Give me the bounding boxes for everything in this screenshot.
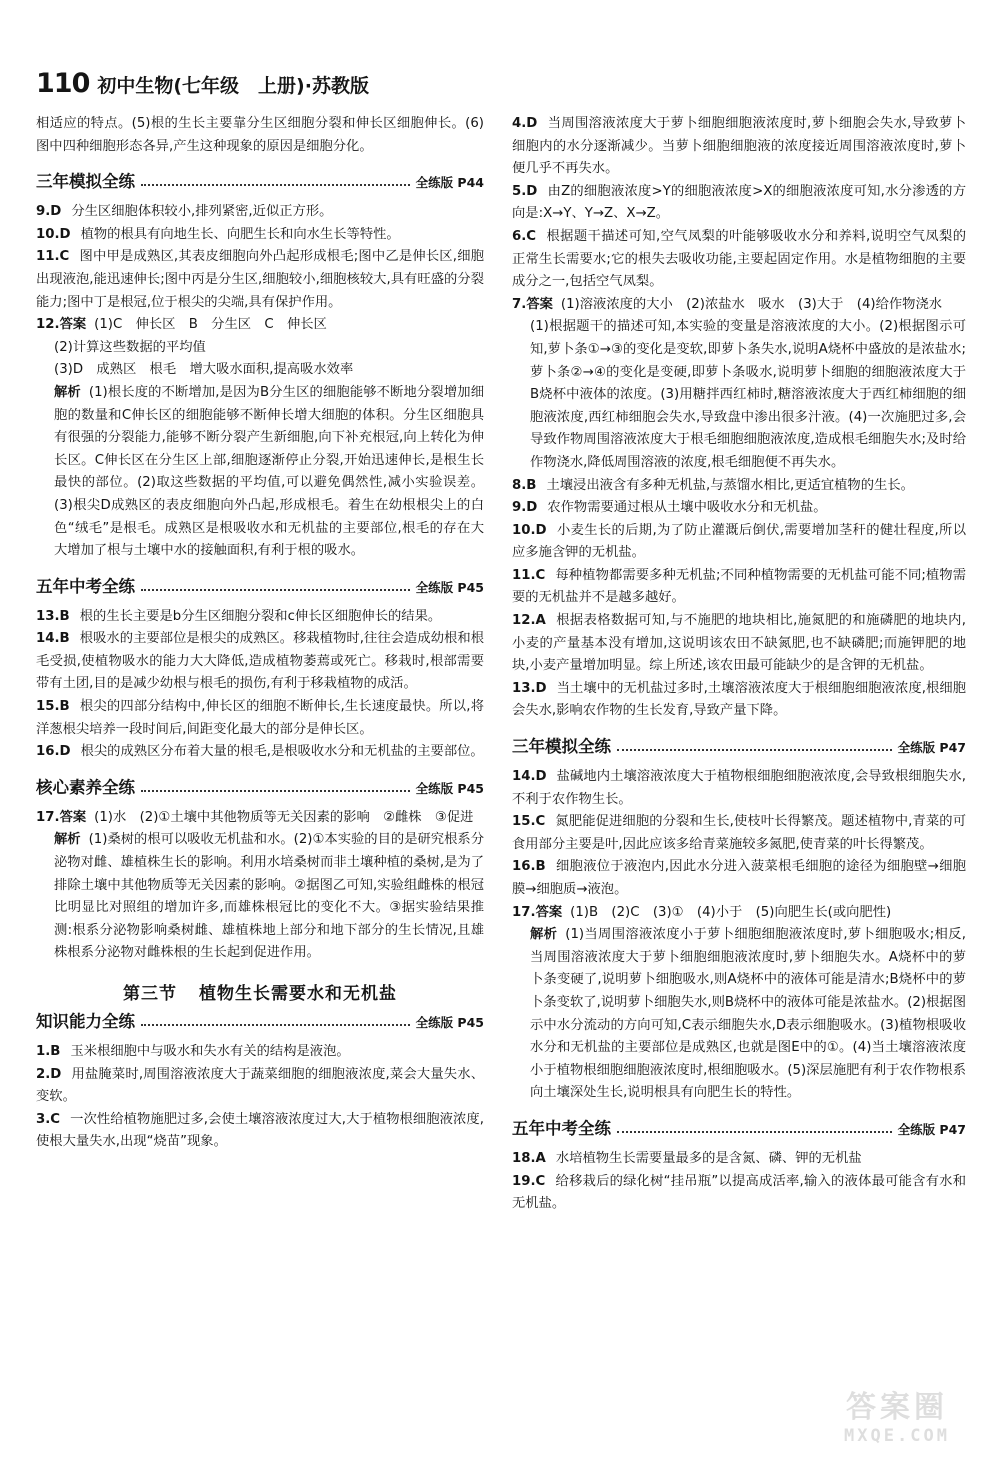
section-title: 五年中考全练	[36, 576, 135, 596]
item-number: 11.C	[512, 567, 546, 583]
item-text: 氮肥能促进细胞的分裂和生长,使枝叶长得繁茂。题述植物中,青菜的可食用部分主要是叶,因此应该多给青菜施较多氮肥,使青菜的叶长得繁茂。	[512, 814, 966, 852]
item-text: 当周围溶液浓度大于萝卜细胞细胞液浓度时,萝卜细胞会失水,导致萝卜细胞内的水分逐渐减少。当萝卜细胞细胞液的浓度接近周围溶液浓度时,萝卜便几乎不再失水。	[512, 116, 966, 177]
answer-line: (2)计算这些数据的平均值	[54, 339, 206, 355]
right-column	[512, 113, 966, 1216]
answer-label: 答案	[59, 809, 87, 825]
item-number: 18.A	[512, 1150, 546, 1166]
answer-item	[512, 226, 966, 294]
book-title: 初中生物(七年级 上册)·苏教版	[97, 75, 369, 97]
section-header	[512, 1115, 966, 1139]
answer-item	[512, 475, 966, 498]
answer-item	[512, 856, 966, 901]
intro-paragraph: 相适应的特点。(5)根的生长主要靠分生区细胞分裂和伸长区细胞伸长。(6)图中四种细胞形态各异,产生这种现象的原因是细胞分化。	[36, 116, 484, 154]
item-number: 3.C	[36, 1111, 61, 1127]
section-title: 三年模拟全练	[512, 737, 611, 757]
answer-label: 答案	[526, 296, 553, 312]
answer-item	[36, 1109, 484, 1154]
item-number: 4.D	[512, 116, 538, 131]
answer-item	[512, 678, 966, 723]
item-text: 细胞液位于液泡内,因此水分进入菠菜根毛细胞的途径为细胞壁→细胞膜→细胞质→液泡。	[512, 859, 966, 897]
section-title: 三年模拟全练	[36, 172, 135, 192]
watermark-logo	[812, 1382, 982, 1460]
item-text: 水培植物生长需要量最多的是含氮、磷、钾的无机盐	[555, 1150, 862, 1166]
item-text: 根尖的成熟区分布着大量的根毛,是根吸收水分和无机盐的主要部位。	[80, 744, 484, 760]
answer-item	[36, 741, 484, 764]
item-number: 14.D	[512, 769, 547, 785]
answer-item	[512, 565, 966, 610]
watermark-url: MXQE.COM	[844, 1426, 950, 1446]
item-number: 1.B	[36, 1044, 61, 1059]
answer-item	[36, 246, 484, 314]
answer-item	[36, 201, 484, 224]
answer-item	[36, 807, 484, 830]
dotted-leader	[617, 1131, 892, 1133]
item-text: 分生区细胞体积较小,排列紧密,近似正方形。	[71, 204, 333, 220]
item-text: 玉米根细胞中与吸水和失水有关的结构是液泡。	[70, 1044, 350, 1059]
section-ref: 全练版 P45	[415, 1015, 484, 1030]
answer-item	[36, 1041, 484, 1064]
item-number: 16.B	[512, 859, 546, 875]
answer-item	[512, 113, 966, 181]
section-ref: 全练版 P45	[415, 579, 484, 595]
item-number: 12.	[36, 317, 60, 333]
item-text: 根的生长主要是b分生区细胞分裂和c伸长区细胞伸长的结果。	[79, 608, 442, 624]
explanation-label: 解析	[54, 832, 81, 848]
item-text: 用盐腌菜时,周围溶液浓度大于蔬菜细胞的细胞液浓度,菜会大量失水、变软。	[36, 1066, 484, 1105]
dotted-leader	[141, 1024, 410, 1026]
explanation-label: 解析	[530, 927, 558, 943]
answer-item	[512, 902, 966, 925]
answer-item	[512, 811, 966, 856]
explanation-label: 解析	[54, 384, 81, 400]
section-header	[36, 573, 484, 597]
chapter-number: 第三节	[123, 984, 177, 1004]
answer-item	[36, 606, 484, 629]
answer-item	[512, 181, 966, 226]
watermark-text: 答案圈	[846, 1390, 948, 1425]
dotted-leader	[141, 790, 410, 792]
item-text: 根吸水的主要部位是根尖的成熟区。移栽植物时,往往会造成幼根和根毛受损,使植物吸水的能力大大降低,造成植物萎蔫或死亡。移栽时,根部需要带有土团,目的是减少幼根与根毛的损伤,有利于移栽植物的成活。	[36, 631, 484, 692]
answer-item	[36, 1064, 484, 1109]
section-ref: 全练版 P47	[897, 1121, 966, 1137]
item-text: 一次性给植物施肥过多,会使土壤溶液浓度过大,大于植物根细胞液浓度,使根大量失水,出现“烧苗”现象。	[36, 1111, 484, 1150]
chapter-title: 植物生长需要水和无机盐	[199, 984, 397, 1004]
answer-item	[36, 224, 484, 247]
item-number: 6.C	[512, 228, 537, 244]
item-number: 13.D	[512, 680, 547, 696]
chapter-heading	[36, 979, 484, 1004]
dotted-leader	[141, 589, 410, 591]
section-title: 知识能力全练	[36, 1012, 135, 1031]
explanation-text: (1)根长度的不断增加,是因为B分生区的细胞能够不断地分裂增加细胞的数量和C伸长区的细胞能够不断伸长增大细胞的体积。分生区细胞具有很强的分裂能力,能够不断分裂产生新细胞,向下补充根冠,向上转化为伸长区。C伸长区在分生区上部,细胞逐渐停止分裂,开始迅速伸长,是根生长最快的部位。(2)取这些数据的平均值,可以避免偶然性,减小实验误差。(3)根尖D成熟区的表皮细胞向外凸起,形成根毛。着生在幼根根尖上的白色“绒毛”是根毛。成熟区是根吸收水和无机盐的主要部位,根毛的存在大大增加了根与土壤中水的接触面积,有利于根的吸水。	[54, 384, 485, 559]
section-title: 核心素养全练	[36, 777, 135, 797]
answer-item	[512, 610, 966, 678]
section-ref: 全练版 P45	[415, 780, 484, 796]
item-number: 2.D	[36, 1066, 62, 1082]
section-ref: 全练版 P47	[897, 740, 966, 756]
item-number: 9.D	[36, 204, 62, 220]
item-text: 当土壤中的无机盐过多时,土壤溶液浓度大于根细胞细胞液浓度,根细胞会失水,影响农作物的生长发育,导致产量下降。	[512, 680, 966, 719]
answer-label: 答案	[535, 904, 563, 920]
item-text: 根据表格数据可知,与不施肥的地块相比,施氮肥的和施磷肥的地块内,小麦的产量基本没有增加,这说明该农田不缺氮肥,也不缺磷肥;而施钾肥的地块,小麦产量增加明显。综上所述,该农田最可能缺少的是含钾的无机盐。	[512, 613, 966, 674]
item-number: 14.B	[36, 631, 70, 647]
item-text: 根据题干描述可知,空气凤梨的叶能够吸收水分和养料,说明空气凤梨的正常生长需要水;它的根失去吸收功能,主要起固定作用。水是植物细胞的主要成分之一,包括空气凤梨。	[512, 228, 966, 290]
item-text: 植物的根具有向地生长、向肥生长和向水生长等特性。	[80, 226, 400, 242]
item-text: (1)B (2)C (3)① (4)小于 (5)向肥生长(或向肥性)	[570, 904, 892, 920]
answer-item	[512, 294, 966, 317]
section-header	[36, 168, 484, 192]
item-number: 5.D	[512, 183, 538, 199]
page-header	[36, 68, 966, 102]
answer-item	[512, 1171, 966, 1216]
item-text: 土壤浸出液含有多种无机盐,与蒸馏水相比,更适宜植物的生长。	[546, 477, 914, 493]
item-text: 由Z的细胞液浓度>Y的细胞液浓度>X的细胞液浓度可知,水分渗透的方向是:X→Y、Y→Z、X→Z。	[512, 183, 966, 222]
answer-label: 答案	[59, 317, 87, 333]
page-number: 110	[36, 68, 90, 99]
section-header	[512, 733, 966, 757]
answer-item	[512, 766, 966, 811]
answer-item	[512, 497, 966, 520]
answer-item	[36, 628, 484, 696]
dotted-leader	[141, 184, 410, 186]
item-number: 12.A	[512, 613, 546, 629]
explanation	[36, 829, 484, 965]
item-text: 盐碱地内土壤溶液浓度大于植物根细胞细胞液浓度,会导致根细胞失水,不利于农作物生长。	[512, 769, 966, 807]
section-header	[36, 774, 484, 798]
answer-line: (3)D 成熟区 根毛 增大吸水面积,提高吸水效率	[54, 362, 354, 378]
left-column	[36, 113, 484, 1154]
item-number: 16.D	[36, 744, 71, 760]
explanation	[36, 382, 484, 563]
item-text: 小麦生长的后期,为了防止灌溉后倒伏,需要增加茎秆的健壮程度,所以应多施含钾的无机盐。	[512, 522, 966, 561]
item-number: 13.B	[36, 608, 70, 624]
item-number: 7.	[512, 296, 527, 312]
item-number: 11.C	[36, 249, 70, 265]
explanation	[512, 924, 966, 1105]
item-text: 农作物需要通过根从土壤中吸收水分和无机盐。	[547, 500, 827, 516]
item-number: 8.B	[512, 477, 537, 493]
section-title: 五年中考全练	[512, 1118, 611, 1138]
answer-item	[36, 314, 484, 337]
dotted-leader	[617, 749, 892, 751]
item-number: 19.C	[512, 1173, 546, 1189]
item-number: 17.	[512, 904, 536, 920]
item-number: 15.C	[512, 814, 546, 830]
item-text: (1)C 伸长区 B 分生区 C 伸长区	[94, 317, 327, 333]
answer-item	[36, 696, 484, 741]
item-text: (1)溶液浓度的大小 (2)浓盐水 吸水 (3)大于 (4)给作物浇水	[560, 296, 943, 312]
explanation-text: (1)当周围溶液浓度小于萝卜细胞细胞液浓度时,萝卜细胞吸水;相反,当周围溶液浓度大于萝卜细胞细胞液浓度时,萝卜细胞失水。A烧杯中的萝卜条变硬了,说明萝卜细胞吸水,则A烧杯中的液体可能是清水;B烧杯中的萝卜条变软了,说明萝卜细胞失水,则B烧杯中的液体可能是浓盐水。(2)根据图示中水分流动的方向可知,C表示细胞失水,D表示细胞吸水。(3)植物根吸收水分和无机盐的主要部位是成熟区,也就是图E中的①。(4)当土壤溶液浓度小于植物根细胞细胞液浓度时,根细胞吸水。(5)深层施肥有利于农作物根系向土壤深处生长,说明根具有向肥生长的特性。	[530, 927, 966, 1101]
answer-item	[512, 1148, 966, 1171]
section-ref: 全练版 P44	[415, 175, 484, 191]
item-text: 图中甲是成熟区,其表皮细胞向外凸起形成根毛;图中乙是伸长区,细胞出现液泡,能迅速伸长;图中丙是分生区,细胞较小,细胞核较大,具有旺盛的分裂能力;图中丁是根冠,位于根尖的尖端,具有保护作用。	[36, 249, 484, 310]
explanation-text: (1)桑树的根可以吸收无机盐和水。(2)①本实验的目的是研究根系分泌物对雌、雄植株生长的影响。利用水培桑树而非土壤种植的桑树,是为了排除土壤中其他物质等无关因素的影响。②据图乙可知,实验组雌株的根冠比明显比对照组的增加许多,而雄株根冠比的变化不大。③据实验结果推测:根系分泌物影响桑树雌、雄植株地上部分和地下部分的生长情况,且雄株根系分泌物对雌株根的生长起到促进作用。	[54, 832, 485, 961]
section-header	[36, 1008, 484, 1032]
item-number: 17.	[36, 809, 60, 825]
item-text: 每种植物都需要多种无机盐;不同种植物需要的无机盐可能不同;植物需要的无机盐并不是越多越好。	[512, 567, 966, 606]
answer-item	[512, 520, 966, 565]
item-text: 根尖的四部分结构中,伸长区的细胞不断伸长,生长速度最快。所以,将洋葱根尖培养一段时间后,间距变化最大的部分是伸长区。	[36, 699, 484, 737]
item-text: (1)水 (2)①土壤中其他物质等无关因素的影响 ②雌株 ③促进	[94, 809, 474, 825]
item-number: 10.D	[36, 226, 71, 242]
item-number: 10.D	[512, 522, 547, 538]
item-number: 9.D	[512, 500, 538, 516]
explanation-text: (1)根据题干的描述可知,本实验的变量是溶液浓度的大小。(2)根据图示可知,萝卜条①→③的变化是变软,即萝卜条失水,说明A烧杯中盛放的是浓盐水;萝卜条②→④的变化是变硬,即萝卜条吸水,说明萝卜细胞的细胞液浓度大于B烧杯中液体的浓度。(3)用糖拌西红柿时,糖溶液浓度大于西红柿细胞的细胞液浓度,西红柿细胞会失水,导致盘中渗出很多汁液。(4)一次施肥过多,会导致作物周围溶液浓度大于根毛细胞细胞液浓度,造成根毛细胞失水;及时给作物浇水,降低周围溶液的浓度,根毛细胞便不再失水。	[530, 319, 966, 470]
item-number: 15.B	[36, 699, 70, 715]
item-text: 给移栽后的绿化树“挂吊瓶”以提高成活率,输入的液体最可能含有水和无机盐。	[512, 1173, 966, 1212]
